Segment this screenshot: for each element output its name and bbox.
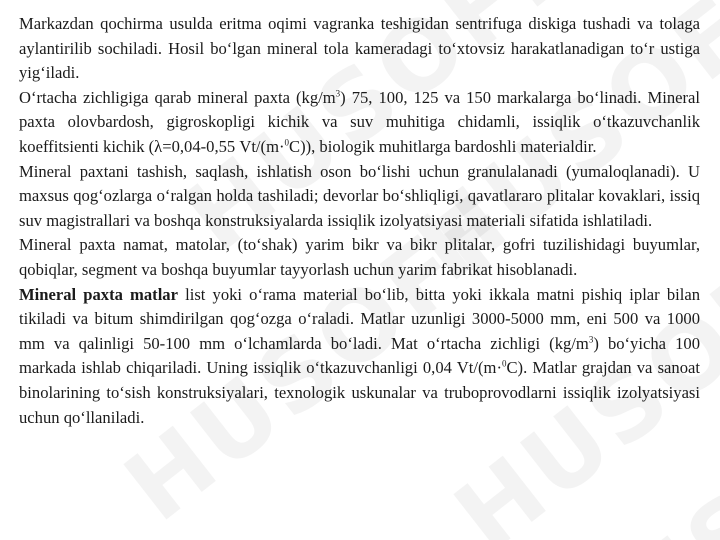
paragraph-mineral-mats	[19, 283, 700, 431]
paragraph-granulation: Mineral paxtani tashish, saqlash, ishlatish oson bo‘lishi uchun granulalanadi (yumaloqlanadi). U maxsus qog‘ozlarga o‘ralgan holda tashiladi; devorlar bo‘shliqligi, qavatlararo plitalar kovaklari, issiq suv magistrallari va boshqa konstruksiyalarda issiqlik izolyatsiyasi materiali sifatida ishlatiladi.	[19, 161, 700, 230]
superscript: 0	[501, 358, 507, 369]
paragraph-density-grades	[19, 86, 700, 160]
paragraph-centrifugal-method: Markazdan qochirma usulda eritma oqimi vagranka teshigidan sentrifuga diskiga tushadi va tolaga aylantirilib sochiladi. Hosil bo‘lgan mineral tola kameradagi to‘xtovsiz harakatlanadigan to‘r ustiga yig‘iladi.	[19, 14, 700, 83]
text-span: list yoki o‘rama material bo‘lib, bitta yoki ikkala matni pishiq iplar bilan tikiladi va bitum shimdirilgan qog‘ozga o‘raladi. Matlar uzunligi 3000-5000 mm, eni 500 va 1000 mm va qalinligi 50-100 mm o‘lchamlarda bo‘ladi. Mat o‘rtacha zichligi (kg/m	[19, 284, 701, 353]
paragraph-semi-product: Mineral paxta namat, matolar, (to‘shak) yarim bikr va bikr plitalar, gofri tuzilishidagi buyumlar, qobiqlar, segment va boshqa buyumlar tayyorlash uchun yarim fabrikat hisoblanadi.	[19, 235, 700, 279]
bold-term: Mineral paxta matlar	[19, 284, 178, 304]
text-span: C)), biologik muhitlarga bardoshli materialdir.	[289, 136, 597, 156]
text-span: ) 75, 100, 125 va 150 markalarga bo‘linadi. Mineral paxta olovbardosh, gigroskopligi kichik va suv muhitiga chidamli, issiqlik o‘tkazuvchanlik koeffitsienti kichik (λ=0,04-0,55 Vt/(m·	[19, 87, 700, 156]
document-body	[19, 12, 700, 430]
superscript: 3	[588, 334, 594, 345]
superscript: 0	[284, 137, 289, 148]
text-span: ) bo‘yicha 100 markada ishlab chiqariladi. Uning issiqlik o‘tkazuvchanligi 0,04 Vt/(m·	[19, 333, 700, 378]
text-span: C). Matlar grajdan va sanoat binolarining to‘sish konstruksiyalari, texnologik uskunalar va truboprovodlarni issiqlik izolyatsiyasi uchun qo‘llaniladi.	[19, 358, 700, 427]
text-span: O‘rtacha zichligiga qarab mineral paxta (kg/m	[19, 87, 336, 107]
superscript: 3	[335, 88, 341, 99]
